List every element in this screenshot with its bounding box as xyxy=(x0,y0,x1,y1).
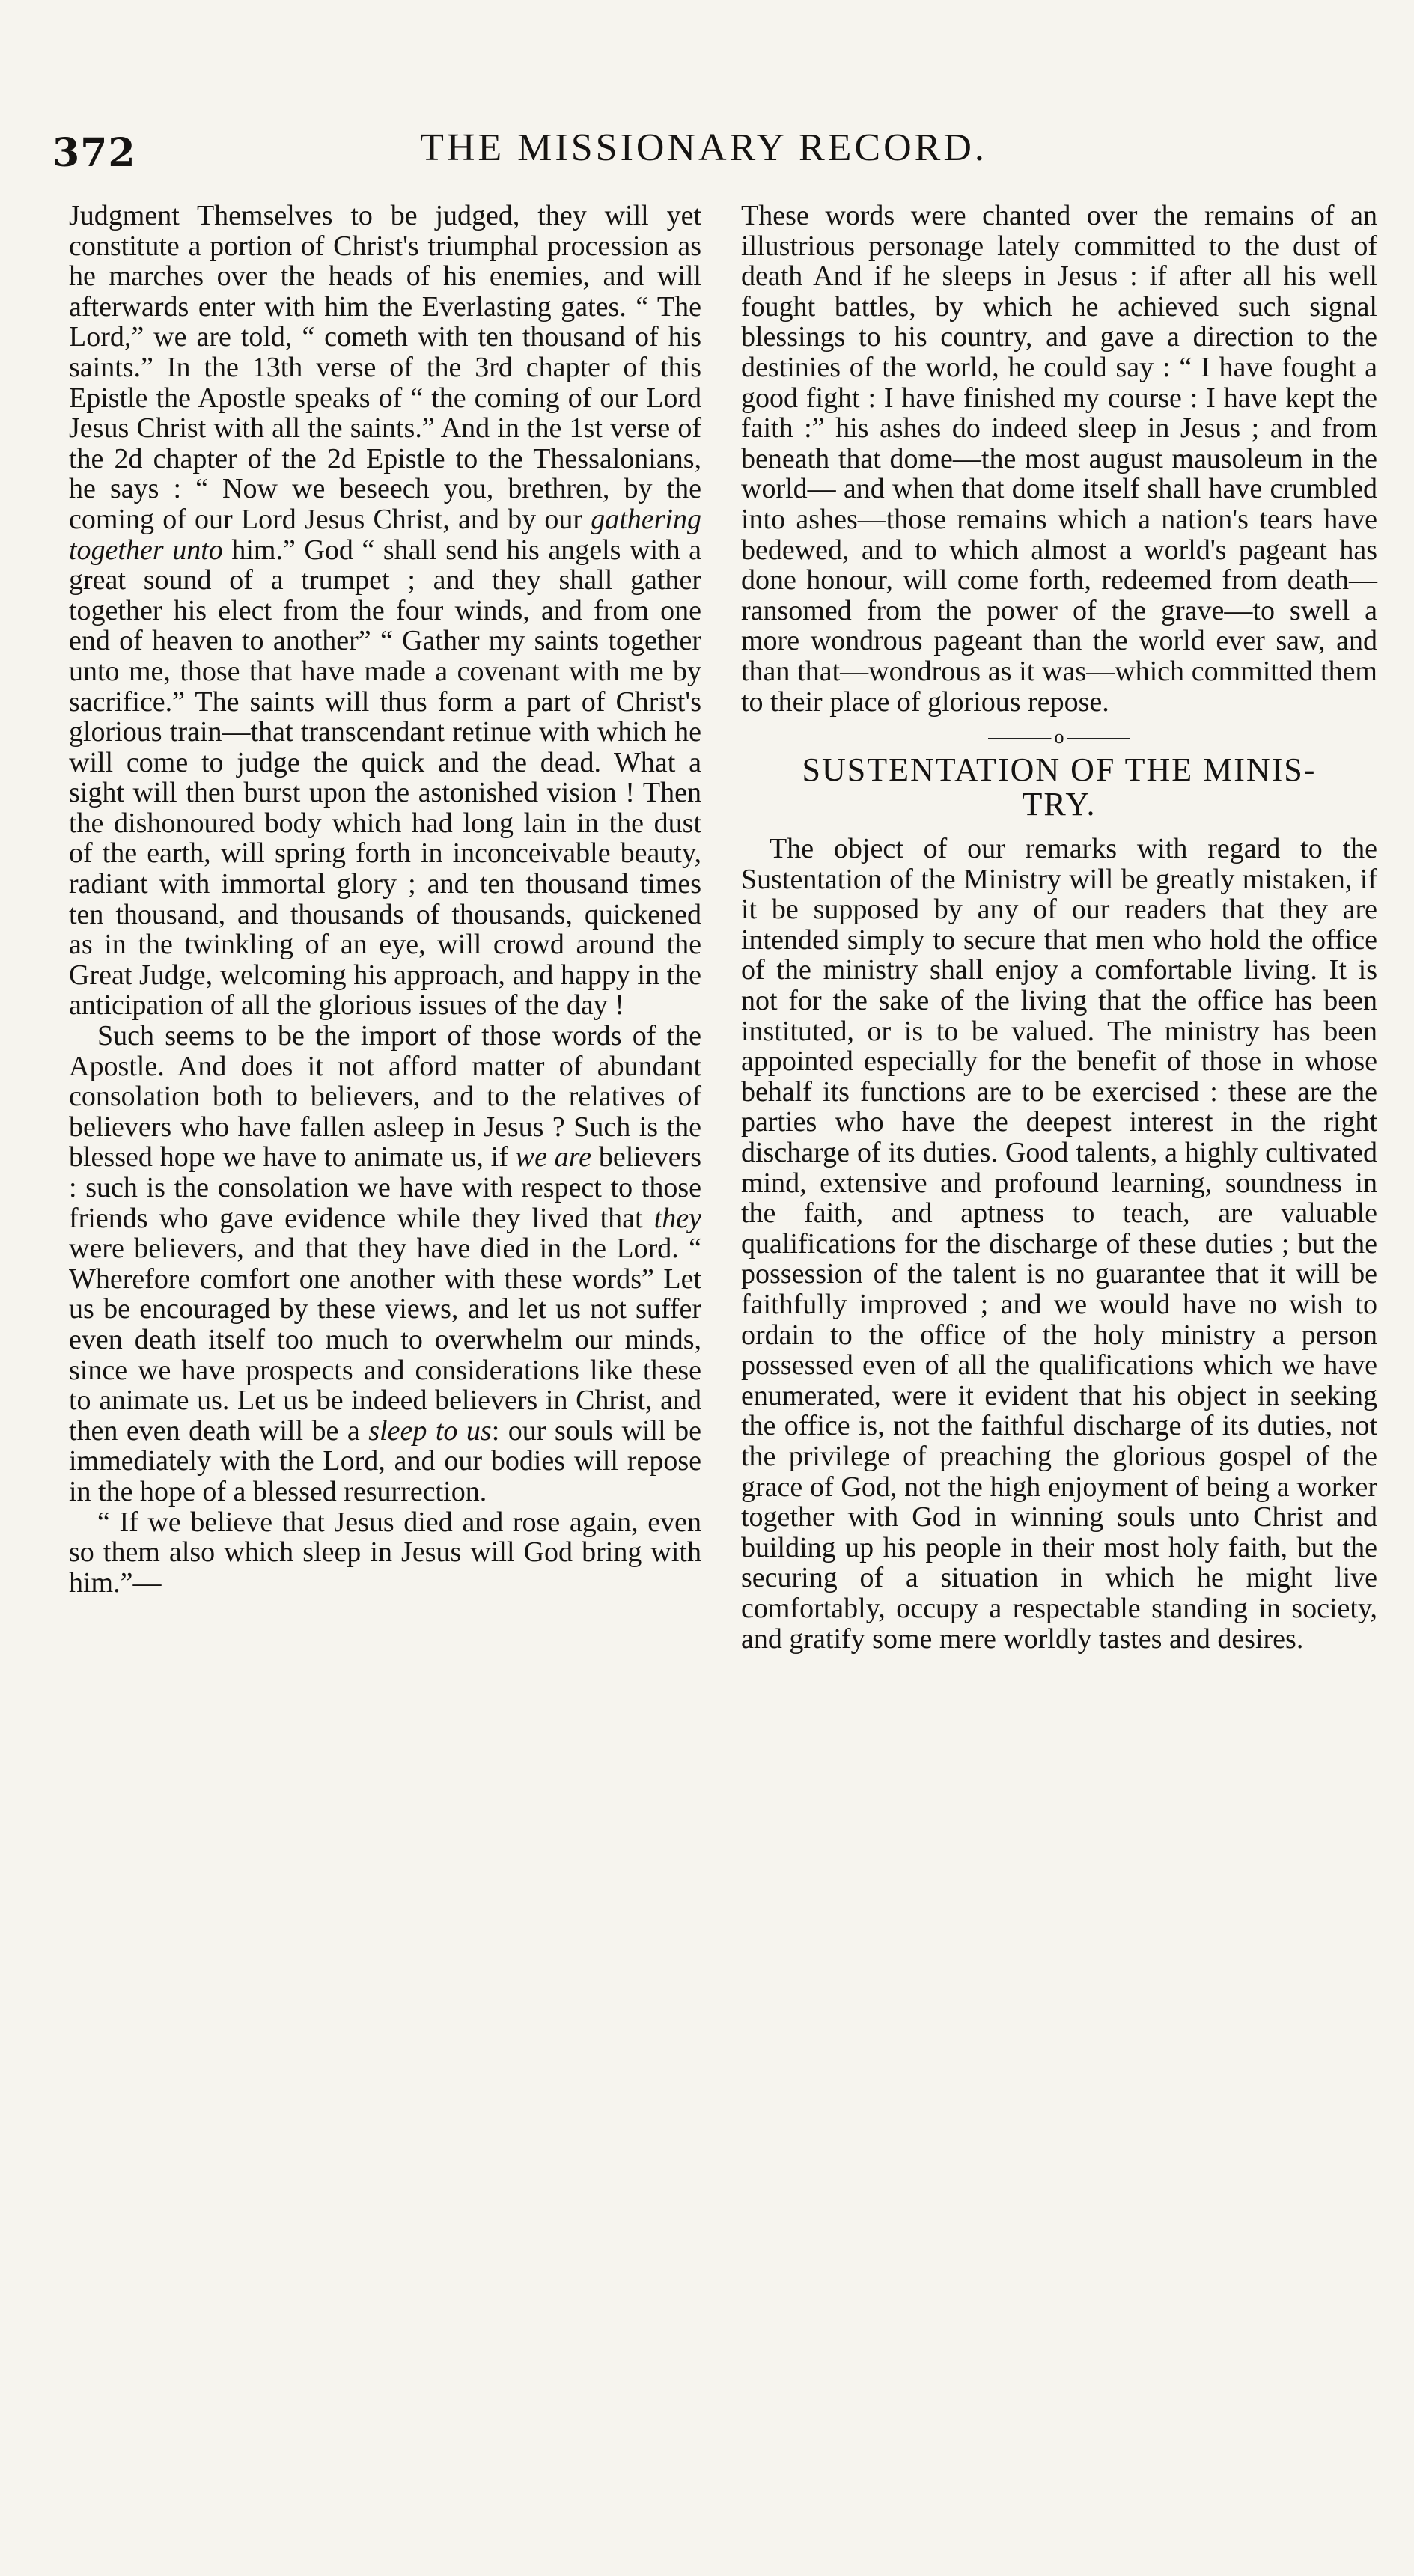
page-number: 372 xyxy=(52,130,136,176)
italic-phrase: we are xyxy=(515,1141,592,1173)
section-heading-line-2: TRY. xyxy=(1022,786,1097,823)
left-paragraph-2: Such seems to be the import of those words of the Apostle. And does it not afford matter of abundant consolation both to believers, and to the relatives of believers who have fallen asleep in Jesus ? Such is the blessed hope we have to animate us, if we are believers : such is the consolation we have with respect to those friends who gave evidence while they lived that they were believers, and that they have died in the Lord. “ Wherefore comfort one another with these words” Let us be encouraged by these views, and let us not suffer even death itself too much to overwhelm our minds, since we have prospects and considerations like these to animate us. Let us be indeed believers in Christ, and then even death will be a sleep to us: our souls will be immediately with the Lord, and our bodies will repose in the hope of a blessed resurrection. xyxy=(69,1020,701,1507)
left-column xyxy=(69,201,701,1598)
page-header xyxy=(52,126,1355,178)
section-heading-line-1: SUSTENTATION OF THE MINIS- xyxy=(802,751,1317,789)
right-paragraph-1: These words were chanted over the remains of an illustrious personage lately committed to the dust of death And if he sleeps in Jesus : if after all his well fought battles, by which he achieved such signal blessings to his country, and gave a direction to the destinies of the world, he could say : “ I have fought a good fight : I have finished my course : I have kept the faith :” his ashes do indeed sleep in Jesus ; and from beneath that dome—the most august mausoleum in the world— and when that dome itself shall have crumbled into ashes—those remains which a nation's tears have bedewed, and to which almost a world's pageant has done honour, will come forth, redeemed from death—ransomed from the power of the grave—to swell a more wondrous pageant than the world ever saw, and than that—wondrous as it was—which committed them to their place of glorious repose. xyxy=(741,200,1377,718)
section-heading xyxy=(741,753,1377,822)
right-column xyxy=(741,201,1377,1654)
right-paragraph-2: The object of our remarks with regard to the Sustentation of the Ministry will be greatly mistaken, if it be supposed by any of our readers that they are intended simply to secure that men who hold the office of the ministry shall enjoy a comfortable living. It is not for the sake of the living that the office has been instituted, or is to be valued. The ministry has been appointed especially for the benefit of those in whose behalf its functions are to be exercised : these are the parties who have the deepest interest in the right discharge of its duties. Good talents, a highly cultivated mind, extensive and profound learning, soundness in the faith, and aptness to teach, are valuable qualifications for the discharge of these duties ; but the possession of the talent is no guarantee that it will be faithfully improved ; and we would have no wish to ordain to the office of the holy ministry a person possessed even of all the qualifications which we have enumerated, were it evident that his object in seeking the office is, not the faithful discharge of its duties, not the privilege of preaching the glorious gospel of the grace of God, not the high enjoyment of being a worker together with God in winning souls unto Christ and building up his people in their most holy faith, but the securing of a situation in which he might live comfortably, occupy a respectable standing in society, and gratify some mere worldly tastes and desires. xyxy=(741,833,1377,1655)
section-divider xyxy=(988,726,1130,748)
italic-phrase: sleep to us xyxy=(368,1414,492,1447)
italic-phrase: they xyxy=(653,1202,701,1234)
italic-phrase: gathering together unto xyxy=(69,503,701,566)
divider-mark: o xyxy=(1052,726,1067,748)
running-title: THE MISSIONARY RECORD. xyxy=(420,126,987,169)
left-paragraph-3: “ If we believe that Jesus died and rose again, even so them also which sleep in Jesus will God bring with him.”— xyxy=(69,1506,701,1599)
left-paragraph-1: Judgment Themselves to be judged, they will yet constitute a portion of Christ's triumphal procession as he marches over the heads of his enemies, and will afterwards enter with him the Everlasting gates. “ The Lord,” we are told, “ cometh with ten thousand of his saints.” In the 13th verse of the 3rd chapter of this Epistle the Apostle speaks of “ the coming of our Lord Jesus Christ with all the saints.” And in the 1st verse of the 2d chapter of the 2d Epistle to the Thessalonians, he says : “ Now we beseech you, brethren, by the coming of our Lord Jesus Christ, and by our gathering together unto him.” God “ shall send his angels with a great sound of a trumpet ; and they shall gather together his elect from the four winds, and from one end of heaven to another” “ Gather my saints together unto me, those that have made a covenant with me by sacrifice.” The saints will thus form a part of Christ's glorious train—that transcendant retinue with which he will come to judge the quick and the dead. What a sight will then burst upon the astonished vision ! Then the dishonoured body which had long lain in the dust of the earth, will spring forth in inconceivable beauty, radiant with immortal glory ; and ten thousand times ten thousand, and thousands of thousands, quickened as in the twinkling of an eye, will crowd around the Great Judge, welcoming his approach, and happy in the anticipation of all the glorious issues of the day ! xyxy=(69,200,702,1022)
